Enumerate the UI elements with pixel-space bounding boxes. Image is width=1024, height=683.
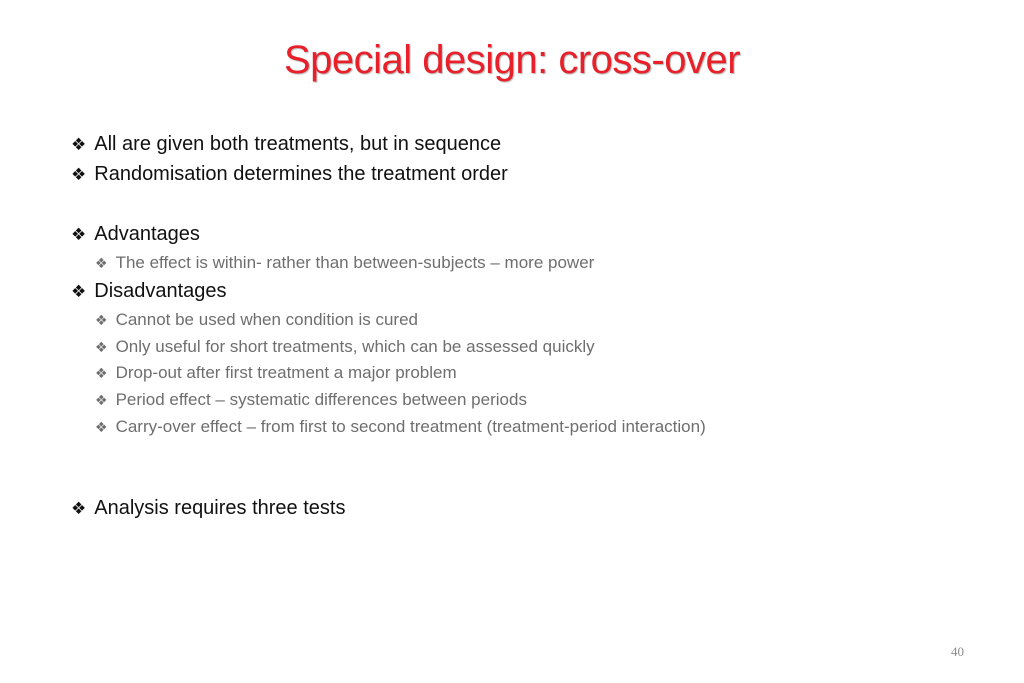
diamond-bullet-icon: ❖ (95, 339, 108, 355)
diamond-bullet-icon: ❖ (71, 135, 87, 154)
bullet-text: Cannot be used when condition is cured (115, 310, 418, 329)
bullet-item-advantages (71, 223, 200, 246)
bullet-text: Carry-over effect – from first to second treatment (treatment-period interaction) (115, 417, 706, 436)
diamond-bullet-icon: ❖ (71, 499, 87, 518)
diamond-bullet-icon: ❖ (95, 392, 108, 408)
sub-bullet-item (95, 253, 594, 273)
bullet-item (71, 497, 345, 520)
bullet-text: Advantages (94, 223, 200, 245)
bullet-text: Analysis requires three tests (94, 497, 346, 519)
slide-title: Special design: cross-over (283, 38, 741, 82)
diamond-bullet-icon: ❖ (95, 312, 108, 328)
bullet-text: Disadvantages (94, 280, 227, 302)
sub-bullet-item (95, 417, 706, 437)
bullet-item-disadvantages (71, 280, 227, 303)
diamond-bullet-icon: ❖ (95, 255, 108, 271)
bullet-item (71, 163, 508, 186)
sub-bullet-item (95, 310, 418, 330)
bullet-text: The effect is within- rather than between-subjects – more power (115, 253, 595, 272)
bullet-item (71, 133, 501, 156)
bullet-text: Only useful for short treatments, which can be assessed quickly (115, 337, 595, 356)
bullet-text: All are given both treatments, but in sequence (94, 133, 502, 155)
bullet-text: Period effect – systematic differences between periods (115, 390, 527, 409)
diamond-bullet-icon: ❖ (95, 419, 108, 435)
diamond-bullet-icon: ❖ (71, 282, 87, 301)
page-number: 40 (951, 644, 964, 659)
diamond-bullet-icon: ❖ (71, 225, 87, 244)
sub-bullet-item (95, 390, 527, 410)
bullet-text: Randomisation determines the treatment order (94, 163, 508, 185)
diamond-bullet-icon: ❖ (95, 365, 108, 381)
bullet-text: Drop-out after first treatment a major problem (115, 363, 457, 382)
sub-bullet-item (95, 363, 457, 383)
diamond-bullet-icon: ❖ (71, 165, 87, 184)
sub-bullet-item (95, 337, 595, 357)
